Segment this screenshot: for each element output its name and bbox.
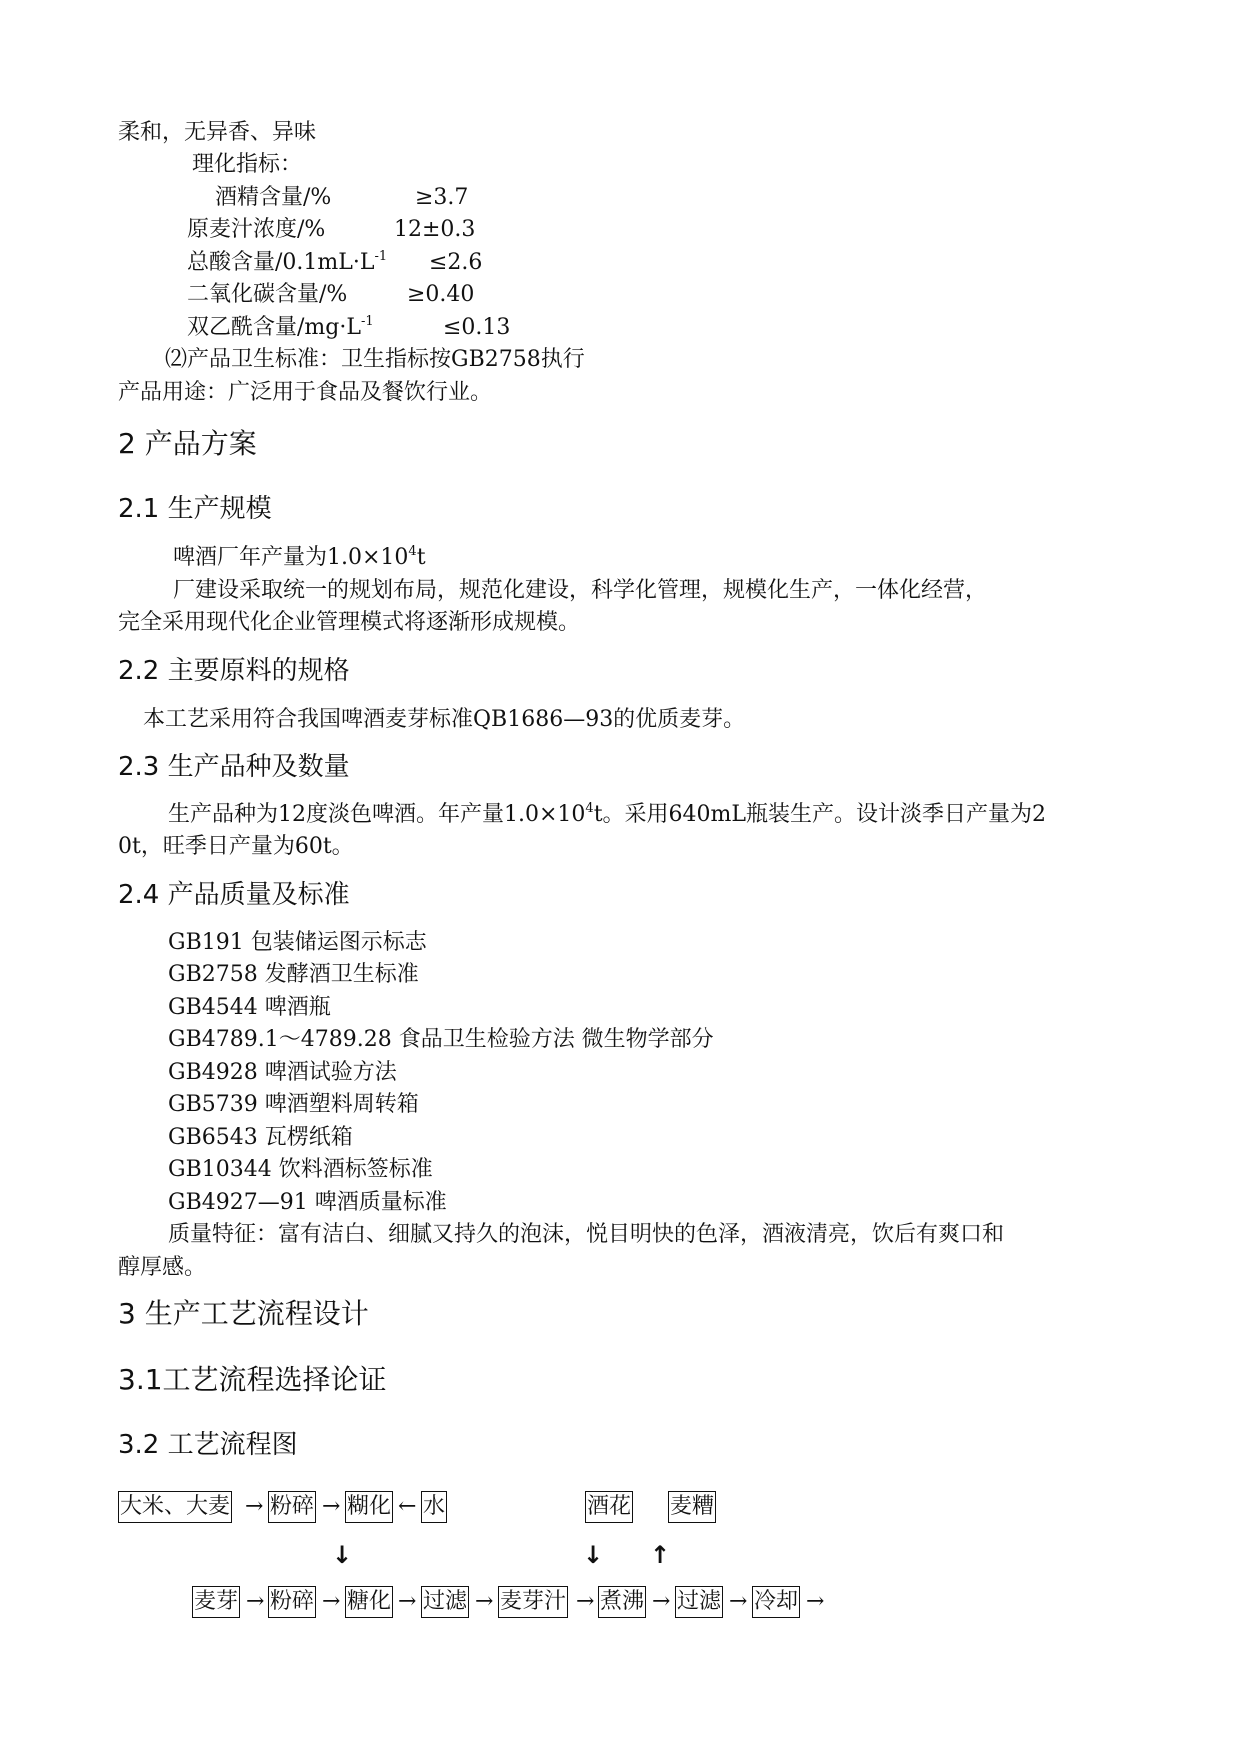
section-3-1-title: 3.1工艺流程选择论证 xyxy=(118,1363,387,1396)
indicator-value: 12±0.3 xyxy=(394,217,476,242)
flow-node: 煮沸 xyxy=(598,1586,646,1618)
arrow-right: → xyxy=(246,1589,265,1614)
standard-item: GB2758 发酵酒卫生标准 xyxy=(168,962,419,987)
physchem-label: 理化指标： xyxy=(192,152,303,177)
flow-node: 麦芽 xyxy=(192,1586,240,1618)
standard-item: GB4789.1～4789.28 食品卫生检验方法 微生物学部分 xyxy=(168,1027,714,1052)
flow-node: 粉碎 xyxy=(268,1491,316,1523)
indicator-sup: -1 xyxy=(360,314,374,329)
arrow-up: ↑ xyxy=(650,1541,671,1569)
standard-item: GB10344 饮料酒标签标准 xyxy=(168,1157,433,1182)
flow-node: 冷却 xyxy=(752,1586,800,1618)
indicator-name: 酒精含量/% xyxy=(215,185,332,210)
flow-node: 过滤 xyxy=(675,1586,723,1618)
section-2-1-title: 2.1 生产规模 xyxy=(118,494,272,524)
standard-item: GB6543 瓦楞纸箱 xyxy=(168,1125,353,1150)
indicator-name: 双乙酰含量/mg·L xyxy=(187,315,361,340)
indicator-row xyxy=(215,183,469,213)
raw-material-paragraph: 本工艺采用符合我国啤酒麦芽标准QB1686—93的优质麦芽。 xyxy=(143,707,746,732)
indicator-name: 原麦汁浓度/% xyxy=(187,217,326,242)
flow-node: 糖化 xyxy=(345,1586,393,1618)
flow-node: 糊化 xyxy=(345,1491,393,1523)
arrow-down: ↓ xyxy=(583,1541,604,1569)
paragraph-line: 厂建设采取统一的规划布局，规范化建设，科学化管理，规模化生产，一体化经营， xyxy=(173,578,988,603)
hygiene-standard: ⑵产品卫生标准：卫生指标按GB2758执行 xyxy=(165,347,585,372)
flow-node: 麦芽汁 xyxy=(498,1586,568,1618)
product-usage: 产品用途：广泛用于食品及餐饮行业。 xyxy=(118,380,493,405)
indicator-sup: -1 xyxy=(374,249,388,264)
section-2-4-title: 2.4 产品质量及标准 xyxy=(118,880,350,910)
arrow-right: → xyxy=(475,1589,494,1614)
section-3-title: 3 生产工艺流程设计 xyxy=(118,1297,369,1330)
arrow-right: → xyxy=(322,1494,341,1519)
indicator-value: ≥0.40 xyxy=(407,282,475,307)
arrow-right: → xyxy=(398,1589,417,1614)
flow-node: 麦糟 xyxy=(668,1491,716,1523)
section-2-title: 2 产品方案 xyxy=(118,427,257,460)
arrow-left: ← xyxy=(398,1494,417,1519)
arrow-right: → xyxy=(806,1589,825,1614)
production-scale: 啤酒厂年产量为$1.0\times 10^4t$ xyxy=(173,544,426,570)
quality-line: 质量特征：富有洁白、细腻又持久的泡沫，悦目明快的色泽，酒液清亮，饮后有爽口和 xyxy=(168,1222,1005,1247)
standard-item: GB4544 啤酒瓶 xyxy=(168,995,331,1020)
indicator-value: ≤0.13 xyxy=(443,315,511,340)
flow-node: 粉碎 xyxy=(268,1586,316,1618)
arrow-right: → xyxy=(576,1589,595,1614)
section-2-3-title: 2.3 生产品种及数量 xyxy=(118,752,350,782)
intro-line: 柔和，无异香、异味 xyxy=(118,120,317,145)
indicator-row xyxy=(187,280,475,310)
arrow-right: → xyxy=(652,1589,671,1614)
arrow-right: → xyxy=(729,1589,748,1614)
standard-item: GB191 包装储运图示标志 xyxy=(168,930,427,955)
indicator-name: 二氧化碳含量/% xyxy=(187,282,348,307)
flow-node: 水 xyxy=(421,1491,447,1523)
flow-node: 大米、大麦 xyxy=(118,1491,232,1523)
paragraph-line: 0t，旺季日产量为60t。 xyxy=(118,834,354,859)
flow-node: 过滤 xyxy=(421,1586,469,1618)
section-3-2-title: 3.2 工艺流程图 xyxy=(118,1430,298,1460)
arrow-down: ↓ xyxy=(332,1541,353,1569)
indicator-row xyxy=(187,248,483,278)
standard-item: GB4927—91 啤酒质量标准 xyxy=(168,1190,447,1215)
arrow-right: → xyxy=(322,1589,341,1614)
section-2-2-title: 2.2 主要原料的规格 xyxy=(118,656,350,686)
indicator-row xyxy=(187,313,511,343)
paragraph-line: 生产品种为12度淡色啤酒。年产量$1.0\times 10^4t$。采用640mL瓶装生产。设计淡季日产量为2 xyxy=(168,801,1047,827)
paragraph-line: 完全采用现代化企业管理模式将逐渐形成规模。 xyxy=(118,610,581,635)
arrow-right: → xyxy=(245,1494,264,1519)
indicator-value: ≤2.6 xyxy=(429,250,483,275)
standard-item: GB5739 啤酒塑料周转箱 xyxy=(168,1092,419,1117)
indicator-name: 总酸含量/0.1mL·L xyxy=(187,250,375,275)
quality-line: 醇厚感。 xyxy=(118,1255,207,1280)
standard-item: GB4928 啤酒试验方法 xyxy=(168,1060,397,1085)
flow-node: 酒花 xyxy=(585,1491,633,1523)
indicator-row xyxy=(187,215,476,245)
indicator-value: ≥3.7 xyxy=(415,185,469,210)
